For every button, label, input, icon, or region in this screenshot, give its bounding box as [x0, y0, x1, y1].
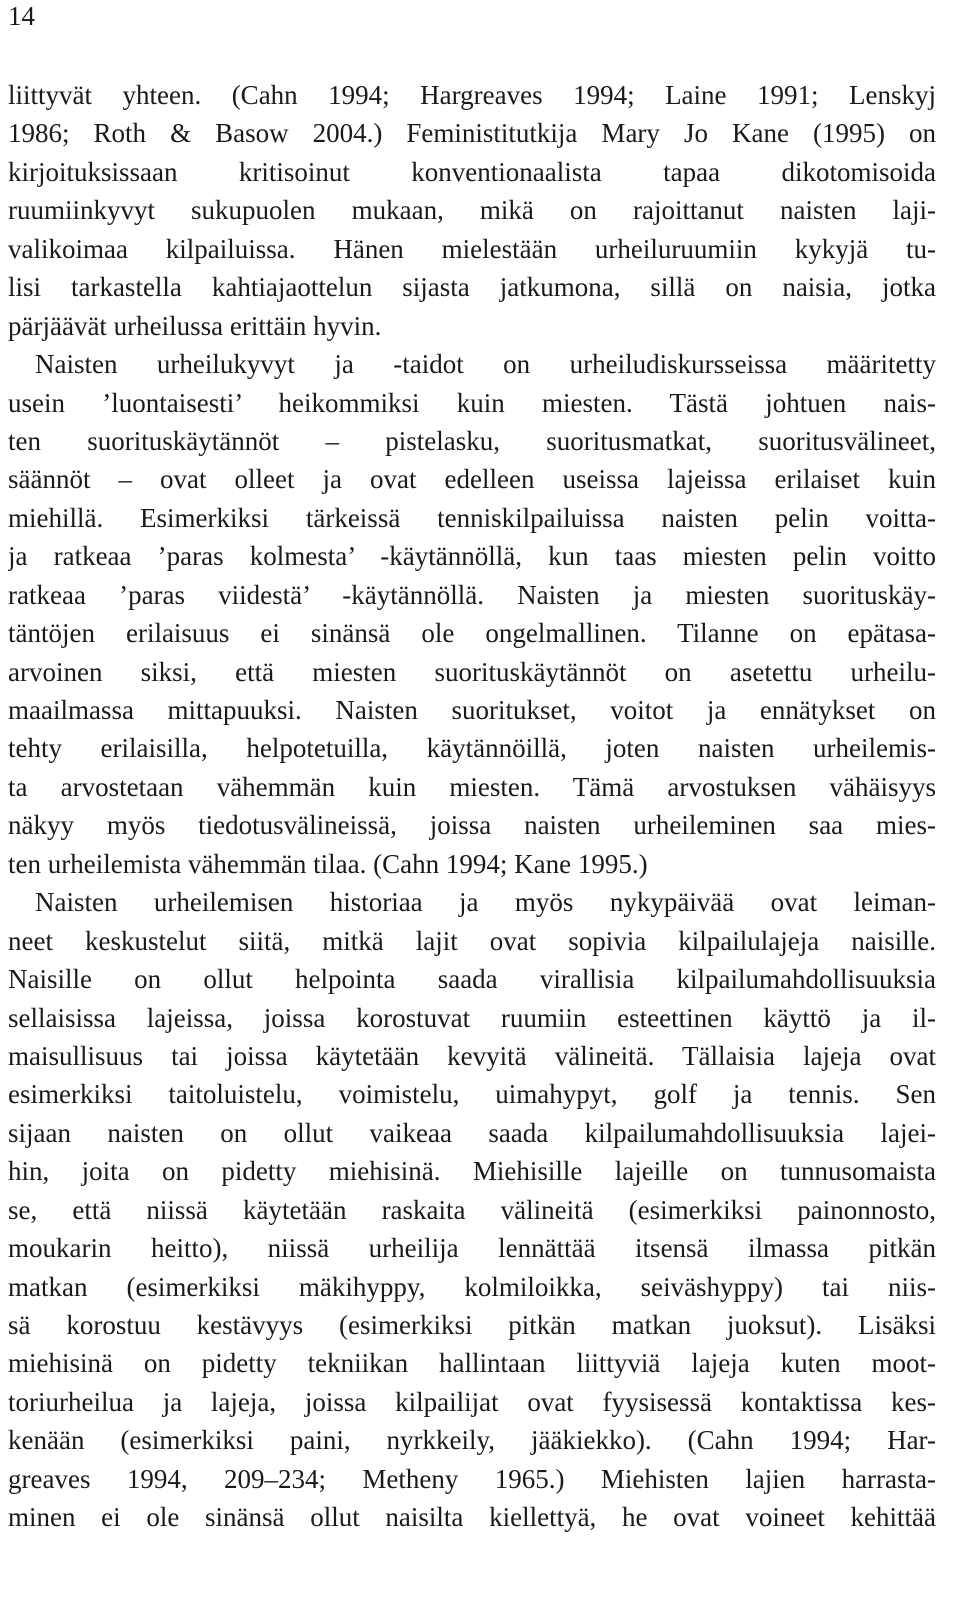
- body-text: [8, 76, 936, 1537]
- text-line: näkyy myös tiedotusvälineissä, joissa naisten urheileminen saa mies-: [8, 810, 936, 841]
- page-number: 14: [8, 1, 35, 31]
- text-line: liittyvät yhteen. (Cahn 1994; Hargreaves 1994; Laine 1991; Lenskyj: [8, 80, 936, 110]
- text-line: sellaisissa lajeissa, joissa korostuvat ruumiin esteettinen käyttö ja il-: [8, 1002, 936, 1033]
- text-line: toriurheilua ja lajeja, joissa kilpailijat ovat fyysisessä kontaktissa kes-: [8, 1386, 936, 1417]
- text-line: täntöjen erilaisuus ei sinänsä ole ongelmallinen. Tilanne on epätasa-: [8, 618, 936, 649]
- text-line: hin, joita on pidetty miehisinä. Miehisille lajeille on tunnusomaista: [8, 1156, 936, 1187]
- text-line: tehty erilaisilla, helpotetuilla, käytännöillä, joten naisten urheilemis-: [8, 733, 936, 764]
- text-line: maisullisuus tai joissa käytetään kevyitä välineitä. Tällaisia lajeja ovat: [8, 1040, 936, 1071]
- text-line: greaves 1994, 209–234; Metheny 1965.) Miehisten lajien harrasta-: [8, 1463, 936, 1494]
- text-line: kenään (esimerkiksi paini, nyrkkeily, jääkiekko). (Cahn 1994; Har-: [8, 1425, 936, 1456]
- text-line: sijaan naisten on ollut vaikeaa saada kilpailumahdollisuuksia lajei-: [8, 1117, 936, 1148]
- text-line: moukarin heitto), niissä urheilija lennättää itsensä ilmassa pitkän: [8, 1233, 936, 1264]
- text-line: pärjäävät urheilussa erittäin hyvin.: [8, 310, 382, 341]
- text-line: minen ei ole sinänsä ollut naisilta kiellettyä, he ovat voineet kehittää: [8, 1502, 936, 1533]
- text-line: Naisten urheilukyvyt ja -taidot on urheiludiskursseissa määritetty: [35, 349, 936, 380]
- text-line: ten urheilemista vähemmän tilaa. (Cahn 1994; Kane 1995.): [8, 848, 648, 879]
- text-line: usein ’luontaisesti’ heikommiksi kuin miesten. Tästä johtuen nais-: [8, 387, 936, 418]
- text-line: lisi tarkastella kahtiajaottelun sijasta jatkumona, sillä on naisia, jotka: [8, 272, 936, 303]
- text-line: sä korostuu kestävyys (esimerkiksi pitkän matkan juoksut). Lisäksi: [8, 1310, 936, 1340]
- text-line: ratkeaa ’paras viidestä’ -käytännöllä. Naisten ja miesten suorituskäy-: [8, 579, 936, 610]
- text-line: ruumiinkyvyt sukupuolen mukaan, mikä on rajoittanut naisten laji-: [8, 195, 936, 226]
- text-line: kirjoituksissaan kritisoinut konventionaalista tapaa dikotomisoida: [8, 156, 936, 187]
- text-line: ja ratkeaa ’paras kolmesta’ -käytännöllä, kun taas miesten pelin voitto: [8, 541, 936, 572]
- text-line: 1986; Roth & Basow 2004.) Feministitutkija Mary Jo Kane (1995) on: [8, 118, 936, 149]
- text-line: matkan (esimerkiksi mäkihyppy, kolmiloikka, seiväshyppy) tai niis-: [8, 1271, 936, 1302]
- text-line: se, että niissä käytetään raskaita välineitä (esimerkiksi painonnosto,: [8, 1194, 936, 1225]
- text-line: ten suorituskäytännöt – pistelasku, suoritusmatkat, suoritusvälineet,: [8, 425, 936, 456]
- text-line: ta arvostetaan vähemmän kuin miesten. Tämä arvostuksen vähäisyys: [8, 771, 936, 802]
- text-line: miehisinä on pidetty tekniikan hallintaan liittyviä lajeja kuten moot-: [8, 1348, 936, 1379]
- text-line: valikoimaa kilpailuissa. Hänen mielestään urheiluruumiin kykyjä tu-: [8, 233, 936, 264]
- text-line: säännöt – ovat olleet ja ovat edelleen useissa lajeissa erilaiset kuin: [8, 464, 936, 495]
- text-line: maailmassa mittapuuksi. Naisten suoritukset, voitot ja ennätykset on: [8, 695, 936, 725]
- text-line: neet keskustelut siitä, mitkä lajit ovat sopivia kilpailulajeja naisille.: [8, 925, 936, 956]
- text-line: arvoinen siksi, että miesten suorituskäytännöt on asetettu urheilu-: [8, 656, 936, 687]
- text-line: Naisten urheilemisen historiaa ja myös nykypäivää ovat leiman-: [35, 887, 936, 918]
- text-line: Naisille on ollut helpointa saada virallisia kilpailumahdollisuuksia: [8, 964, 936, 995]
- text-line: esimerkiksi taitoluistelu, voimistelu, uimahypyt, golf ja tennis. Sen: [8, 1079, 936, 1110]
- text-line: miehillä. Esimerkiksi tärkeissä tenniskilpailuissa naisten pelin voitta-: [8, 502, 936, 533]
